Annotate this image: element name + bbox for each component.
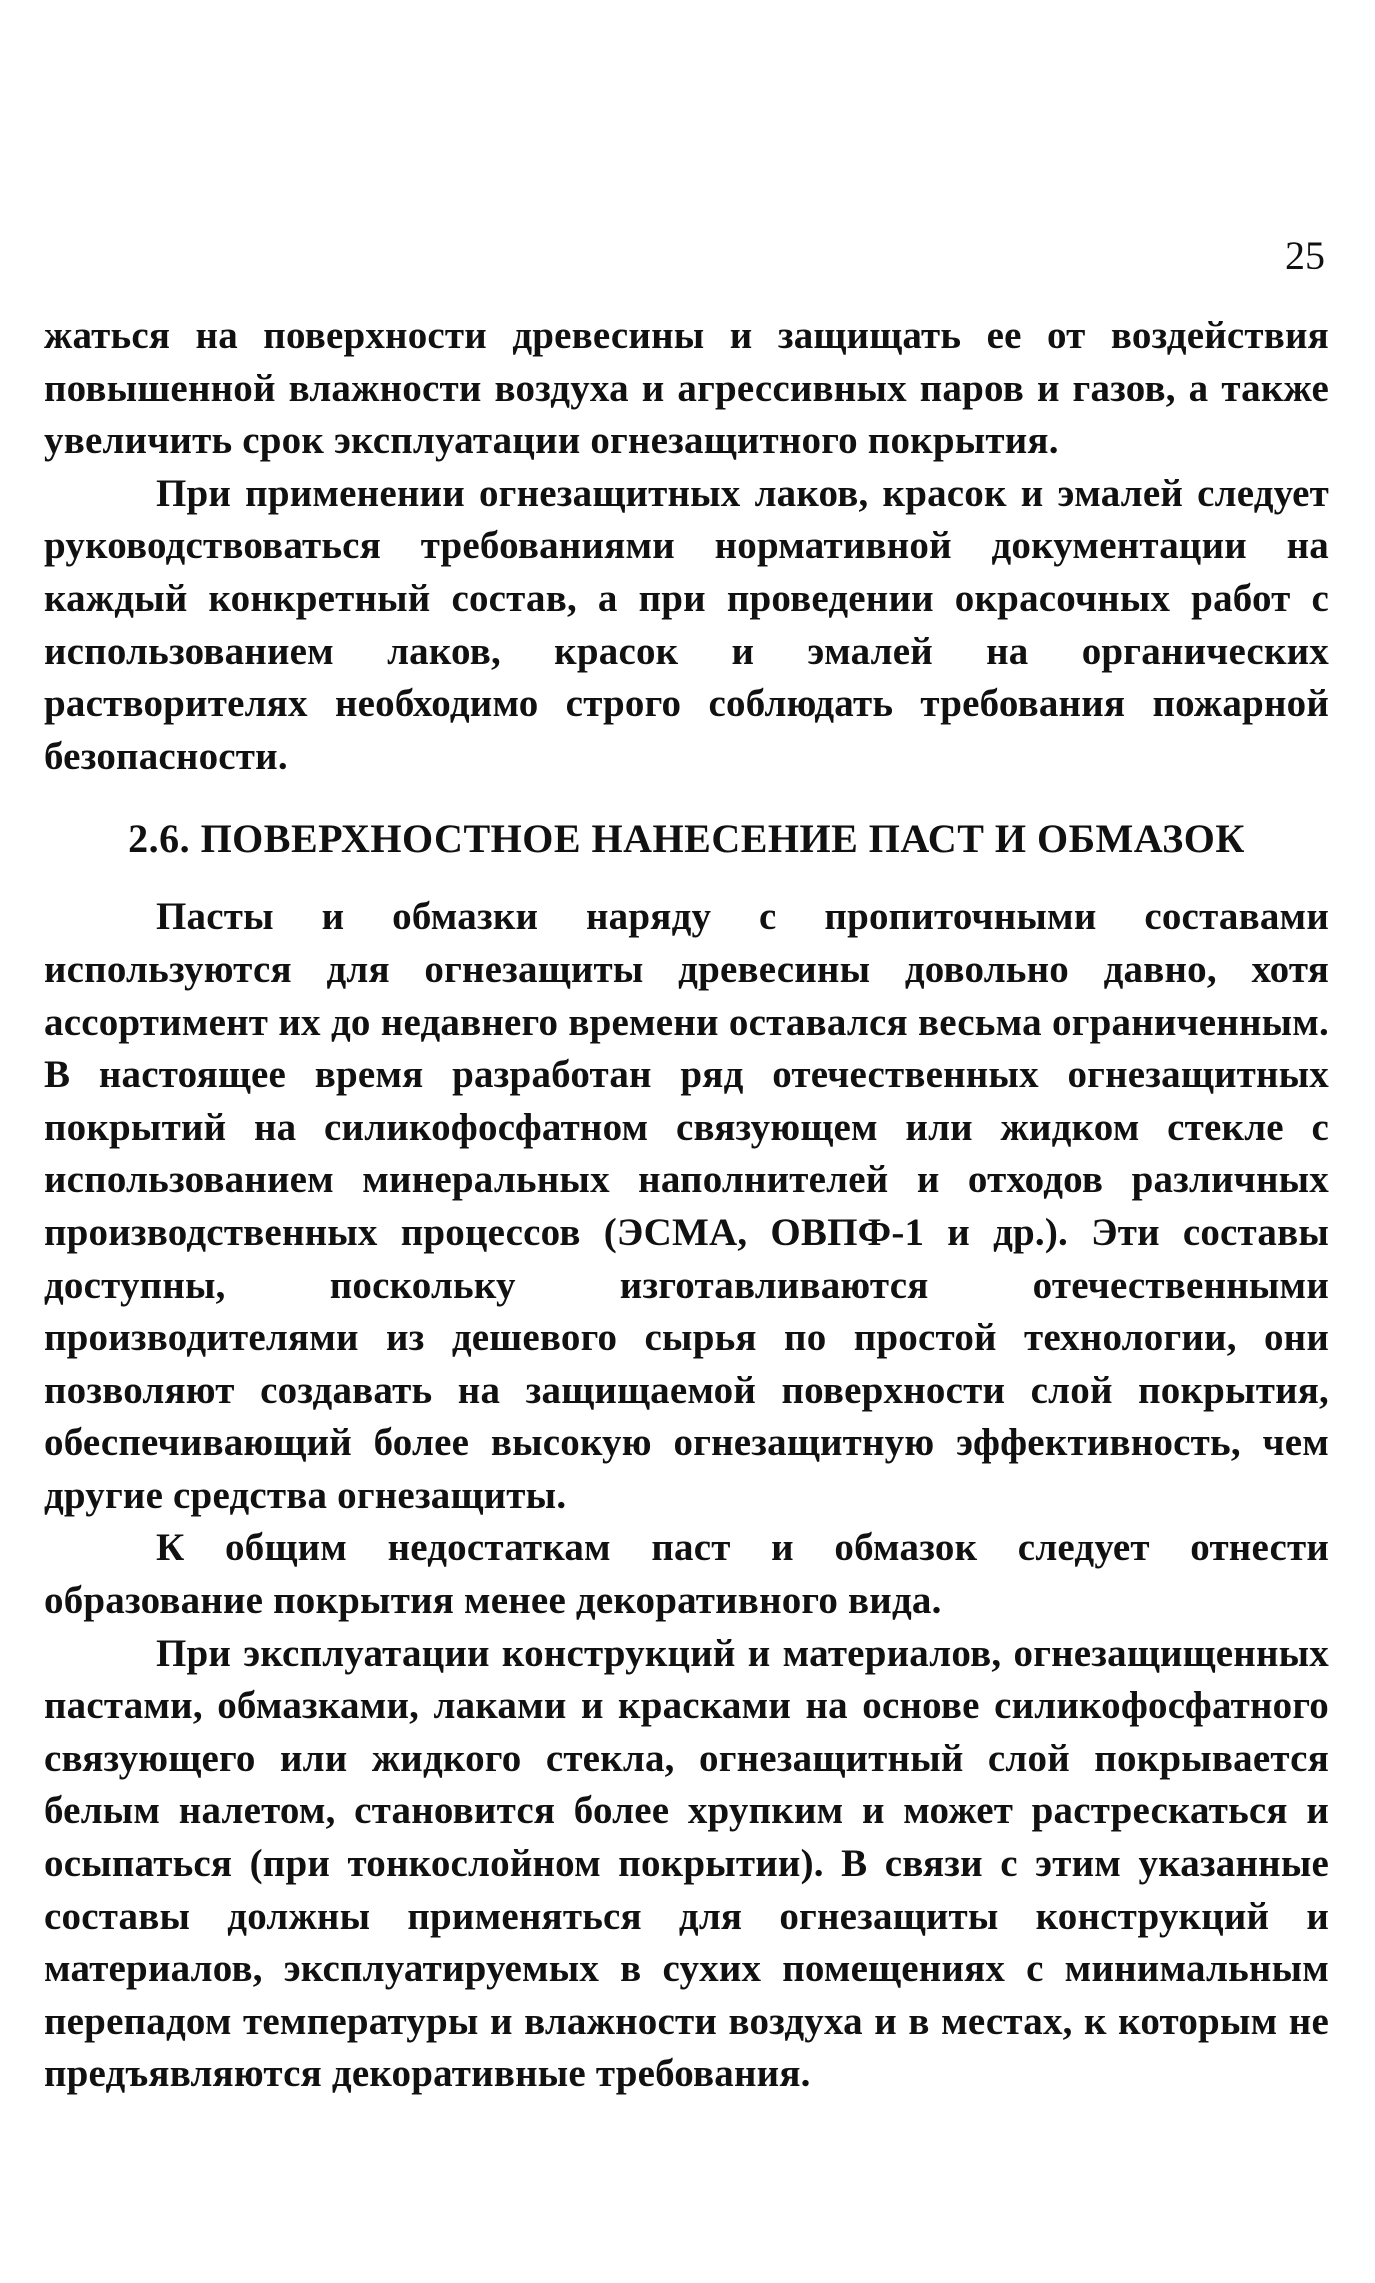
paragraph-varnish-requirements: При применении огнезащитных лаков, красок и эмалей следует руководствоваться требованиями нормативной документации на каждый конкретный состав, а при проведении окрасочных работ с использованием лаков, красок и эмалей на органических растворителях необходимо строго соблюдать требования пожарной безопасности. bbox=[44, 471, 1329, 778]
text-body bbox=[44, 310, 1329, 2101]
paragraph-operation: При эксплуатации конструкций и материалов, огнезащищенных пастами, обмазками, лаками и красками на основе силикофосфатного связующего или жидкого стекла, огнезащитный слой покрывается белым налетом, становится более хрупким и может растрескаться и осыпаться (при тонкослойном покрытии). В связи с этим указанные составы должны применяться для огнезащиты конструкций и материалов, эксплуатируемых в сухих помещениях с минимальным перепадом температуры и влажности воздуха и в местах, к которым не предъявляются декоративные требования. bbox=[44, 1631, 1329, 2096]
page-number: 25 bbox=[1285, 233, 1325, 278]
paragraph-pastes-intro: Пасты и обмазки наряду с пропиточными составами используются для огнезащиты древесины довольно давно, хотя ассортимент их до недавнего времени оставался весьма ограниченным. В настоящее время разработан ряд отечественных огнезащитных покрытий на силикофосфатном связующем или жидком стекле с использованием минеральных наполнителей и отходов различных производственных процессов (ЭСМА, ОВПФ-1 и др.). Эти составы доступны, поскольку изготавливаются отечественными производителями из дешевого сырья по простой технологии, они позволяют создавать на защищаемой поверхности слой покрытия, обеспечивающий более высокую огнезащитную эффективность, чем другие средства огнезащиты. bbox=[44, 895, 1329, 1517]
document-page bbox=[44, 0, 1329, 2283]
paragraph-disadvantages: К общим недостаткам паст и обмазок следует отнести образование покрытия менее декоративного вида. bbox=[44, 1526, 1329, 1623]
section-heading: 2.6. ПОВЕРХНОСТНОЕ НАНЕСЕНИЕ ПАСТ И ОБМАЗОК bbox=[128, 816, 1245, 862]
paragraph-continuation: жаться на поверхности древесины и защищать ее от воздействия повышенной влажности воздуха и агрессивных паров и газов, а также увеличить срок эксплуатации огнезащитного покрытия. bbox=[44, 314, 1329, 463]
